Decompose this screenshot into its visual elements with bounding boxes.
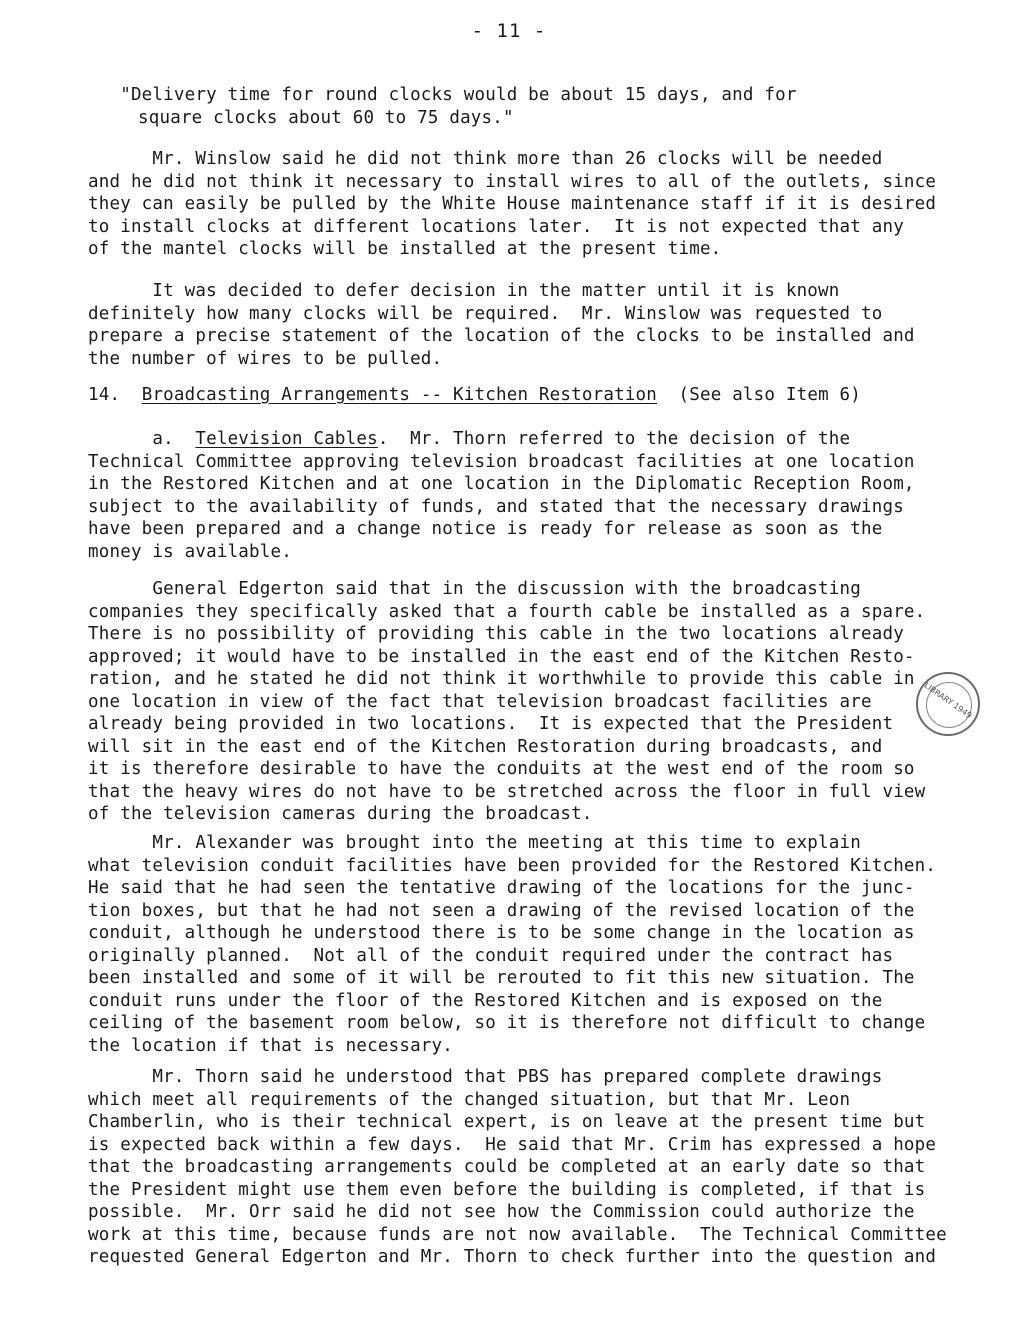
- text-line: originally planned. Not all of the conduit required under the contract has: [88, 945, 894, 966]
- text-line: prepare a precise statement of the location of the clocks to be installed and: [88, 326, 915, 346]
- text-line: of the mantel clocks will be installed at the present time.: [88, 239, 722, 259]
- text-line: that the heavy wires do not have to be stretched across the floor in full view: [88, 781, 926, 802]
- text-line: Mr. Alexander was brought into the meeting at this time to explain: [88, 833, 861, 853]
- text-line: ceiling of the basement room below, so it is therefore not difficult to change: [88, 1013, 926, 1033]
- first-line-text: . Mr. Thorn referred to the decision of the: [377, 429, 851, 449]
- text-line: It was decided to defer decision in the matter until it is known: [88, 281, 840, 301]
- subheading-television-cables: Television Cables: [195, 429, 378, 449]
- text-line: of the television cameras during the broadcast.: [88, 804, 593, 824]
- text-line: it is therefore desirable to have the conduits at the west end of the room so: [88, 759, 915, 779]
- text-line: conduit runs under the floor of the Restored Kitchen and is exposed on the: [88, 990, 883, 1011]
- text-line: Technical Committee approving television broadcast facilities at one location: [88, 451, 915, 472]
- text-line: possible. Mr. Orr said he did not see how the Commission could authorize the: [88, 1202, 915, 1222]
- item-label: a.: [88, 429, 196, 449]
- section-note: (See also Item 6): [678, 385, 862, 405]
- text-line: is expected back within a few days. He said that Mr. Crim has expressed a hope: [88, 1134, 937, 1155]
- text-line: ration, and he stated he did not think it worthwhile to provide this cable in: [88, 669, 915, 689]
- section-number: 14.: [88, 385, 121, 405]
- text-line: have been prepared and a change notice is ready for release as soon as the: [88, 519, 883, 539]
- text-line: one location in view of the fact that television broadcast facilities are: [88, 691, 872, 712]
- text-line: work at this time, because funds are not now available. The Technical Committee: [88, 1224, 947, 1245]
- quote-block: [88, 84, 948, 129]
- text-line: requested General Edgerton and Mr. Thorn to check further into the question and: [88, 1247, 937, 1267]
- text-line: that the broadcasting arrangements could be completed at an early date so that: [88, 1157, 926, 1177]
- text-line: definitely how many clocks will be required. Mr. Winslow was requested to: [88, 303, 883, 324]
- page-number: - 11 -: [471, 20, 547, 42]
- text-line: already being provided in two locations. It is expected that the President: [88, 714, 894, 734]
- text-line: Mr. Thorn said he understood that PBS has prepared complete drawings: [88, 1067, 883, 1087]
- text-line: tion boxes, but that he had not seen a drawing of the revised location of the: [88, 900, 915, 921]
- text-line: what television conduit facilities have been provided for the Restored Kitchen.: [88, 855, 937, 876]
- text-line: money is available.: [88, 541, 292, 562]
- text-line: General Edgerton said that in the discussion with the broadcasting: [88, 579, 861, 599]
- text-line: Mr. Winslow said he did not think more than 26 clocks will be needed: [88, 149, 883, 169]
- text-line: in the Restored Kitchen and at one location in the Diplomatic Reception Room,: [88, 474, 915, 494]
- paragraph-a-first-line: [88, 428, 948, 451]
- stamp-text: LIBRARY 1949: [922, 680, 974, 721]
- paragraph-edgerton: [88, 578, 948, 826]
- text-line: the number of wires to be pulled.: [88, 348, 443, 369]
- text-line: they can easily be pulled by the White House maintenance staff if it is desired: [88, 194, 937, 214]
- text-line: approved; it would have to be installed in the east end of the Kitchen Resto-: [88, 646, 915, 667]
- text-line: There is no possibility of providing this cable in the two locations already: [88, 624, 904, 644]
- paragraph-alexander: [88, 832, 948, 1057]
- paragraph-a: [88, 428, 948, 563]
- text-line: the location if that is necessary.: [88, 1035, 454, 1056]
- text-line: Chamberlin, who is their technical expert, is on leave at the present time but: [88, 1112, 926, 1132]
- section-14-heading: [88, 384, 948, 407]
- library-stamp: [916, 672, 980, 736]
- text-line: and he did not think it necessary to install wires to all of the outlets, since: [88, 171, 937, 192]
- text-line: He said that he had seen the tentative drawing of the locations for the junc-: [88, 878, 915, 898]
- section-title: Broadcasting Arrangements -- Kitchen Restoration: [141, 385, 658, 405]
- quote-line: "Delivery time for round clocks would be about 15 days, and for: [88, 85, 797, 105]
- text-line: the President might use them even before the building is completed, if that is: [88, 1179, 926, 1200]
- quote-line: square clocks about 60 to 75 days.": [138, 107, 514, 128]
- text-line: conduit, although he understood there is to be some change in the location as: [88, 923, 915, 943]
- paragraph-winslow: [88, 148, 948, 261]
- text-line: been installed and some of it will be rerouted to fit this new situation. The: [88, 968, 915, 988]
- text-line: companies they specifically asked that a fourth cable be installed as a spare.: [88, 601, 926, 622]
- text-line: will sit in the east end of the Kitchen Restoration during broadcasts, and: [88, 736, 883, 757]
- text-line: which meet all requirements of the changed situation, but that Mr. Leon: [88, 1089, 851, 1110]
- paragraph-thorn: [88, 1066, 948, 1269]
- text-line: to install clocks at different locations later. It is not expected that any: [88, 216, 904, 237]
- text-line: subject to the availability of funds, and stated that the necessary drawings: [88, 496, 904, 517]
- paragraph-decided: [88, 280, 948, 370]
